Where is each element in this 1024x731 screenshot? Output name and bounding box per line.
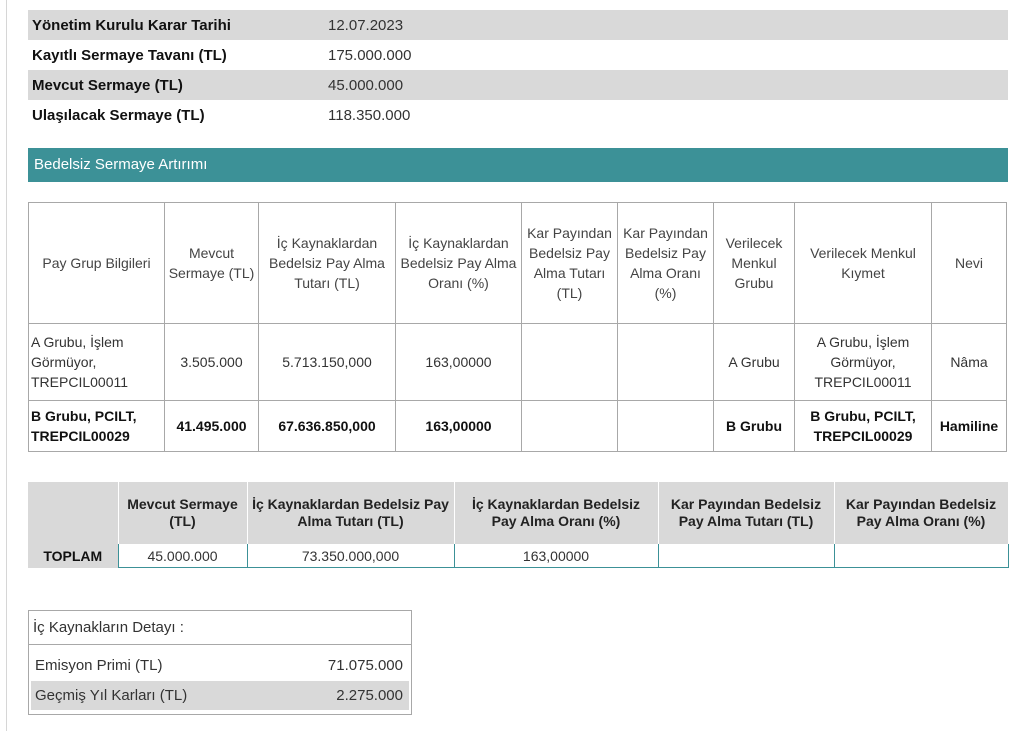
detail-title: İç Kaynakların Detayı :	[29, 611, 411, 645]
info-label: Kayıtlı Sermaye Tavanı (TL)	[32, 46, 227, 64]
totals-row	[28, 544, 1008, 568]
table-cell: B Grubu, PCILT, TREPCIL00029	[29, 401, 165, 452]
info-row	[28, 10, 1008, 40]
table-cell: 163,00000	[396, 401, 522, 452]
column-header: Verilecek Menkul Kıymet	[795, 203, 932, 324]
column-header: İç Kaynaklardan Bedelsiz Pay Alma Oranı (%)	[396, 203, 522, 324]
info-value: 45.000.000	[324, 70, 1008, 100]
column-header: Mevcut Sermaye (TL)	[165, 203, 259, 324]
info-value: 12.07.2023	[324, 10, 1008, 40]
column-header: Kar Payından Bedelsiz Pay Alma Tutarı (TL)	[658, 482, 834, 544]
table-cell: A Grubu, İşlem Görmüyor, TREPCIL00011	[29, 324, 165, 401]
column-header: Kar Payından Bedelsiz Pay Alma Tutarı (TL)	[522, 203, 618, 324]
column-header: Pay Grup Bilgileri	[29, 203, 165, 324]
internal-sources-detail	[28, 610, 412, 715]
info-label: Mevcut Sermaye (TL)	[28, 70, 324, 100]
column-header: İç Kaynaklardan Bedelsiz Pay Alma Tutarı (TL)	[247, 482, 454, 544]
info-row	[28, 40, 1008, 70]
table-cell: A Grubu	[714, 324, 795, 401]
totals-table	[28, 482, 1009, 568]
column-header: İç Kaynaklardan Bedelsiz Pay Alma Tutarı (TL)	[259, 203, 396, 324]
table-cell: Hamiline	[932, 401, 1007, 452]
table-cell: 73.350.000,000	[247, 544, 454, 568]
table-cell	[834, 544, 1008, 568]
table-cell	[618, 324, 714, 401]
table-cell: 5.713.150,000	[259, 324, 396, 401]
detail-value: 2.275.000	[336, 687, 403, 704]
column-header: Verilecek Menkul Grubu	[714, 203, 795, 324]
table-cell: Nâma	[932, 324, 1007, 401]
table-cell: 3.505.000	[165, 324, 259, 401]
table-cell: 163,00000	[454, 544, 658, 568]
detail-value: 71.075.000	[327, 657, 403, 674]
detail-label: Geçmiş Yıl Karları (TL)	[35, 687, 188, 704]
totals-header-row	[28, 482, 1008, 544]
table-cell	[618, 401, 714, 452]
info-label: Yönetim Kurulu Karar Tarihi	[28, 10, 324, 40]
table-cell: 45.000.000	[118, 544, 247, 568]
left-border-line	[6, 0, 7, 731]
detail-row	[31, 651, 409, 680]
column-header	[28, 482, 118, 544]
info-label: Ulaşılacak Sermaye (TL)	[32, 106, 205, 124]
info-row	[28, 100, 1008, 130]
column-header: Nevi	[932, 203, 1007, 324]
share-group-table	[28, 202, 1007, 452]
table-row	[29, 324, 1007, 401]
column-header: İç Kaynaklardan Bedelsiz Pay Alma Oranı (%)	[454, 482, 658, 544]
info-value: 118.350.000	[328, 106, 411, 124]
table-cell: B Grubu	[714, 401, 795, 452]
table-cell: 41.495.000	[165, 401, 259, 452]
section-title: Bedelsiz Sermaye Artırımı	[28, 148, 1008, 182]
table-row	[29, 401, 1007, 452]
table-cell: B Grubu, PCILT, TREPCIL00029	[795, 401, 932, 452]
table-cell: A Grubu, İşlem Görmüyor, TREPCIL00011	[795, 324, 932, 401]
table-cell	[522, 324, 618, 401]
detail-label: Emisyon Primi (TL)	[35, 657, 163, 674]
table-header-row	[29, 203, 1007, 324]
table-cell	[522, 401, 618, 452]
table-cell	[658, 544, 834, 568]
column-header: Kar Payından Bedelsiz Pay Alma Oranı (%)	[834, 482, 1008, 544]
detail-row	[31, 681, 409, 710]
table-cell: 163,00000	[396, 324, 522, 401]
info-value: 175.000.000	[328, 46, 412, 64]
capital-info-table	[28, 10, 1008, 130]
table-cell: 67.636.850,000	[259, 401, 396, 452]
column-header: Mevcut Sermaye (TL)	[118, 482, 247, 544]
totals-label: TOPLAM	[28, 544, 118, 568]
column-header: Kar Payından Bedelsiz Pay Alma Oranı (%)	[618, 203, 714, 324]
info-row	[28, 70, 1008, 100]
